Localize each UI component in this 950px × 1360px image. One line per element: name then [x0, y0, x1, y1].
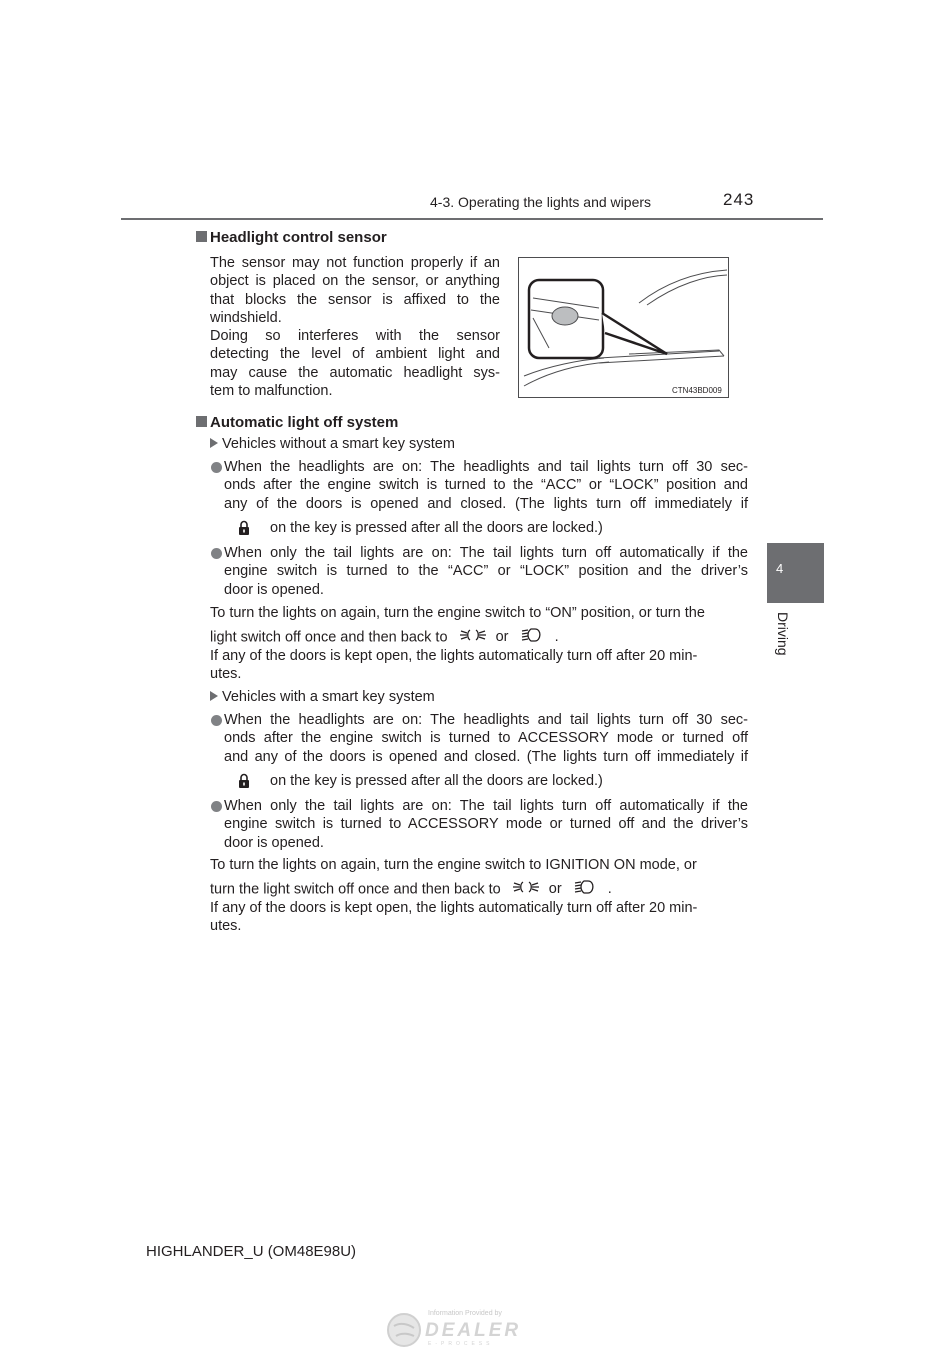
text-line: on the key is pressed after all the doors are locked.): [270, 520, 603, 536]
heading-automatic-light-off: [196, 414, 398, 431]
text-line: object is placed on the sensor, or anything: [210, 273, 500, 290]
bullet-icon: [211, 715, 222, 726]
text-line: If any of the doors is kept open, the lights automatically turn off after 20 min-: [210, 900, 698, 916]
text-line: [210, 628, 559, 647]
footer-model-code: HIGHLANDER_U (OM48E98U): [146, 1243, 357, 1260]
text-line: onds after the engine switch is turned to ACCESSORY mode or turned off: [224, 730, 748, 747]
heading-headlight-control-sensor: [196, 229, 387, 246]
text-line: engine switch is turned to the “ACC” or “LOCK” position and the driver’s: [224, 563, 748, 580]
heading-square-icon: [196, 231, 207, 242]
text-line: If any of the doors is kept open, the lights automatically turn off after 20 min-: [210, 648, 698, 664]
text-line: To turn the lights on again, turn the engine switch to IGNITION ON mode, or: [210, 857, 697, 873]
text-line: When the headlights are on: The headlights and tail lights turn off 30 sec-: [224, 459, 748, 475]
headlight-icon: [521, 628, 543, 647]
watermark-logo: DEALER: [425, 1320, 522, 1341]
chapter-tab-label: Driving: [775, 612, 791, 656]
tail-light-icon: [513, 880, 539, 899]
text-line: door is opened.: [224, 834, 324, 851]
text-line: The sensor may not function properly if an: [210, 255, 500, 271]
text-line: utes.: [210, 666, 242, 682]
text-line: tem to malfunction.: [210, 383, 333, 400]
lock-icon: [238, 773, 250, 793]
bullet-headlights-on: [224, 458, 748, 513]
triangle-icon: [210, 438, 218, 448]
text-line: any of the doors is opened and closed. (The lights turn off immediately if: [224, 495, 748, 512]
bullet-icon: [211, 462, 222, 473]
page-number: 243: [723, 190, 755, 209]
subheading-text: Vehicles without a smart key system: [222, 436, 455, 452]
text-line: windshield.: [210, 309, 282, 326]
watermark-subtitle: E-PROCESS: [428, 1341, 494, 1347]
text-line: detecting the level of ambient light and: [210, 346, 500, 363]
bullet-tail-lights-on-smart: [224, 797, 748, 852]
bullet-icon: [211, 548, 222, 559]
section-title: 4-3. Operating the lights and wipers: [430, 194, 652, 210]
figure-code: CTN43BD009: [672, 386, 722, 395]
globe-icon: [386, 1312, 422, 1353]
headlight-icon: [574, 880, 596, 899]
heading-text: Automatic light off system: [210, 414, 399, 431]
lock-icon: [238, 520, 250, 540]
chapter-tab-number: 4: [776, 561, 784, 576]
text-line: that blocks the sensor is affixed to the: [210, 291, 500, 308]
subheading-without-smart-key: [210, 436, 455, 452]
text-fragment: .: [607, 881, 612, 898]
bullet-tail-lights-on: [224, 544, 748, 599]
text-line: utes.: [210, 918, 242, 934]
text-line: engine switch is turned to ACCESSORY mode or turned off and the driver’s: [224, 816, 748, 833]
watermark-caption: Information Provided by: [428, 1310, 502, 1317]
triangle-icon: [210, 691, 218, 701]
text-line: onds after the engine switch is turned to the “ACC” or “LOCK” position and: [224, 477, 748, 494]
text-fragment: or: [495, 629, 509, 646]
text-line: When the headlights are on: The headlights and tail lights turn off 30 sec-: [224, 712, 748, 728]
sensor-paragraph: [210, 254, 500, 400]
header-divider: [121, 218, 823, 220]
tail-light-icon: [460, 628, 486, 647]
text-line: When only the tail lights are on: The tail lights turn off automatically if the: [224, 545, 748, 561]
subheading-with-smart-key: [210, 689, 435, 705]
bullet-icon: [211, 801, 222, 812]
text-fragment: or: [548, 881, 562, 898]
heading-square-icon: [196, 416, 207, 427]
text-line: on the key is pressed after all the doors are locked.): [270, 773, 603, 789]
text-fragment: light switch off once and then back to: [210, 629, 448, 646]
padlock-icon: [238, 520, 250, 535]
subheading-text: Vehicles with a smart key system: [222, 689, 435, 705]
text-line: [210, 880, 612, 899]
windshield-sensor-drawing: [519, 258, 728, 397]
text-line: may cause the automatic headlight sys-: [210, 364, 500, 381]
text-line: To turn the lights on again, turn the engine switch to “ON” position, or turn the: [210, 605, 705, 621]
text-line: and any of the doors is opened and closed. (The lights turn off immediately if: [224, 748, 748, 765]
heading-text: Headlight control sensor: [210, 229, 387, 246]
text-fragment: .: [554, 629, 559, 646]
padlock-icon: [238, 773, 250, 788]
text-line: Doing so interferes with the sensor: [210, 328, 500, 345]
text-line: When only the tail lights are on: The tail lights turn off automatically if the: [224, 798, 748, 814]
bullet-headlights-on-smart: [224, 711, 748, 766]
text-line: door is opened.: [224, 581, 324, 598]
sensor-illustration: [518, 257, 729, 398]
text-fragment: turn the light switch off once and then back to: [210, 881, 501, 898]
